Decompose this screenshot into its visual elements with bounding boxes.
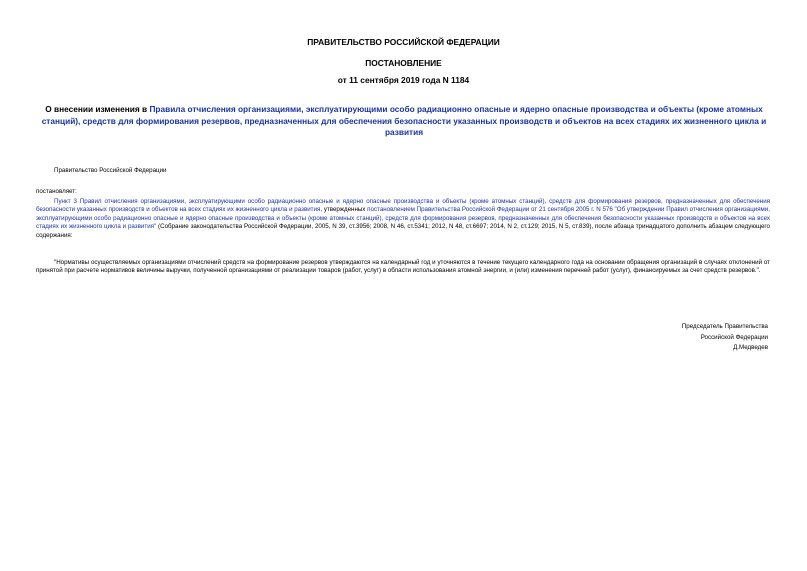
- title-prefix: О внесении изменения в: [45, 104, 150, 114]
- resolution-576-link[interactable]: постановлением Правительства Российской Федерации от 21 сентября 2005 г. N 576 "Об утверждении Правил отчисления организациями, эксплуатирующими особо радиационно опасные и ядерно опасные производства и объекты (кроме атомных станций), средств для формирования резервов, предназначенных для обеспечения безопасности указанных производств и объектов на всех стадиях их жизненного цикла и развития": [36, 206, 770, 231]
- signature-organization: Российской Федерации: [700, 334, 768, 341]
- signature-position: Председатель Правительства: [681, 323, 768, 330]
- paragraph-amendment-mid: , утвержденных: [320, 206, 368, 214]
- decree-word: постановляет:: [36, 188, 77, 195]
- document-type-heading: ПОСТАНОВЛЕНИЕ: [365, 58, 442, 68]
- paragraph-new-text: "Нормативы осуществляемых организациями отчислений средств на формирование резервов утверждаются на календарный год и уточняются в течение текущего календарного года на основании обращения организаций в случаях отклонений от принятой при расчете нормативов величины выручки, полученной организациями от реализации товаров (работ, услуг) в области использования атомной энергии, и (или) изменения перечней работ (услуг), финансируемых за счет средств резервов.".: [36, 259, 770, 275]
- signature-name: Д.Медведев: [733, 344, 768, 351]
- government-heading: ПРАВИТЕЛЬСТВО РОССИЙСКОЙ ФЕДЕРАЦИИ: [307, 37, 500, 47]
- paragraph-amendment: [36, 198, 770, 240]
- title-rules-link[interactable]: Правила отчисления организациями, эксплуатирующими особо радиационно опасные и ядерно опасные производства и объекты (кроме атомных станций), средств для формирования резервов, предназначенных для обеспечения безопасности указанных производств и объектов на всех стадиях их жизненного цикла и развития: [41, 104, 767, 137]
- document-title: [34, 104, 774, 139]
- date-number-heading: от 11 сентября 2019 года N 1184: [337, 75, 470, 85]
- government-name: Правительство Российской Федерации: [54, 167, 167, 174]
- rules-point-link[interactable]: Пункт 3 Правил отчисления организациями, эксплуатирующими особо радиационно опасные и ядерно опасные производства и объекты (кроме атомных станций), средств для формирования резервов, предназначенных для обеспечения безопасности указанных производств и объектов на всех стадиях их жизненного цикла и развития: [36, 198, 770, 214]
- paragraph-amendment-end: (Собрание законодательства Российской Федерации, 2005, N 39, ст.3956; 2008, N 46, ст.5341; 2012, N 48, ст.6697; 2014, N 2, ст.129; 2015, N 5, ст.839), после абзаца тринадцатого дополнить абзацем следующего содержания:: [36, 223, 770, 239]
